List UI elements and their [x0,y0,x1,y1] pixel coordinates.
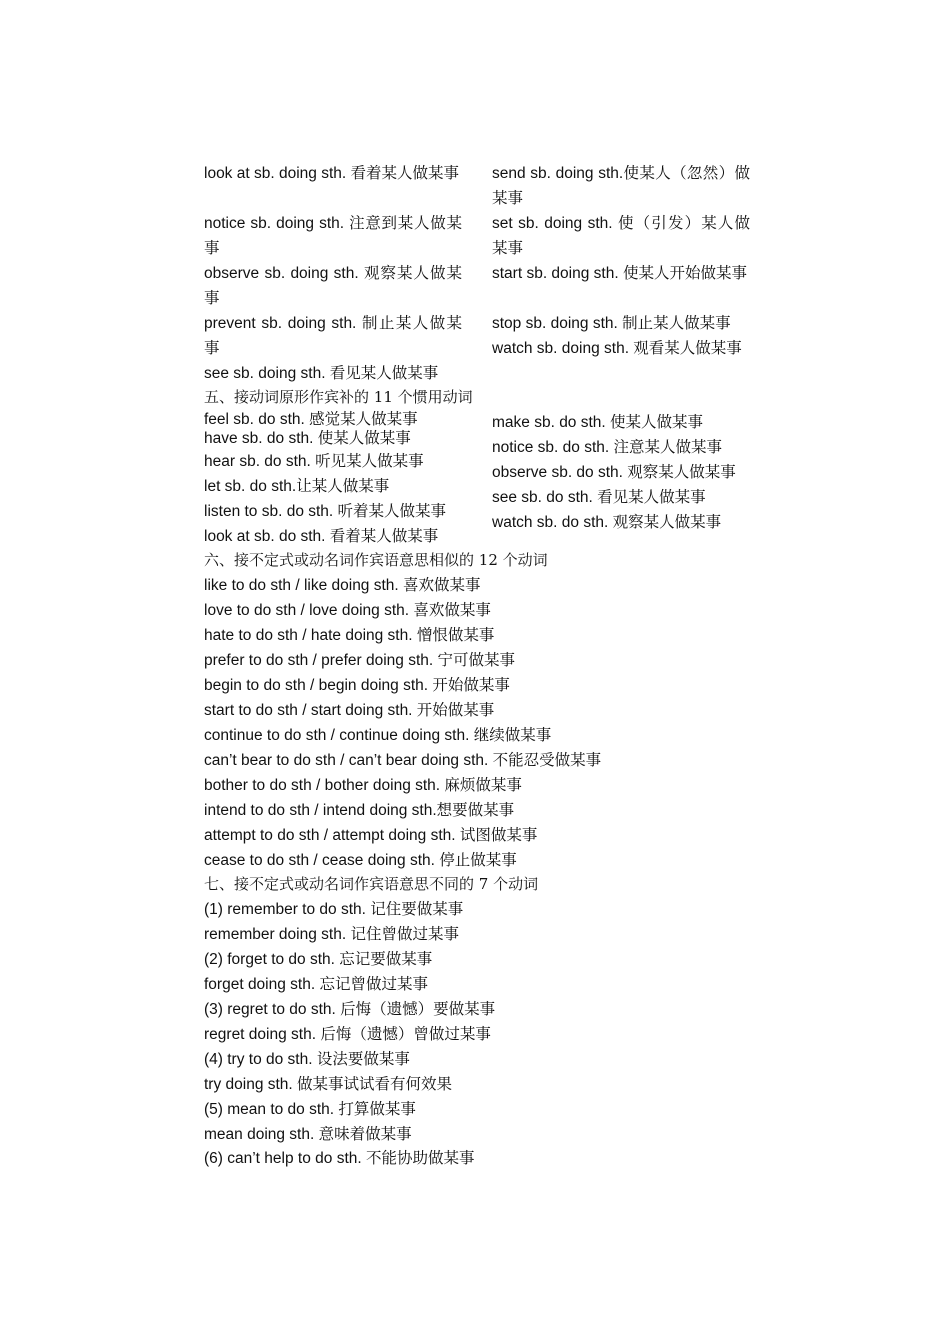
s6-item-3: hate to do sth / hate doing sth. 憎恨做某事 [204,627,495,644]
s4-right-item-5: watch sb. doing sth. 观看某人做某事 [492,340,742,357]
s6-item-11: attempt to do sth / attempt doing sth. 试图做某事 [204,827,538,844]
s4-right-item-1: send sb. doing sth.使某人（忽然）做某事 [492,165,750,207]
s4-left-item-5: see sb. doing sth. 看见某人做某事 [204,365,439,382]
s6-item-4: prefer to do sth / prefer doing sth. 宁可做某事 [204,652,515,669]
s5-left-item-4: let sb. do sth.让某人做某事 [204,478,390,495]
s4-left-item-2: notice sb. doing sth. 注意到某人做某事 [204,215,462,257]
section-heading-5: 五、接动词原形作宾补的 11 个惯用动词 [204,388,473,406]
s5-left-item-1: feel sb. do sth. 感觉某人做某事 [204,411,418,428]
s6-item-1: like to do sth / like doing sth. 喜欢做某事 [204,577,481,594]
s6-item-6: start to do sth / start doing sth. 开始做某事 [204,702,495,719]
s6-item-2: love to do sth / love doing sth. 喜欢做某事 [204,602,491,619]
s5-left-item-3: hear sb. do sth. 听见某人做某事 [204,453,424,470]
s7-item-7: (4) try to do sth. 设法要做某事 [204,1051,410,1068]
s6-item-10: intend to do sth / intend doing sth.想要做某事 [204,802,515,819]
s7-item-9: (5) mean to do sth. 打算做某事 [204,1101,416,1118]
s7-item-5: (3) regret to do sth. 后悔（遗憾）要做某事 [204,1001,496,1018]
s4-right-item-3: start sb. doing sth. 使某人开始做某事 [492,265,747,282]
s6-item-12: cease to do sth / cease doing sth. 停止做某事 [204,852,517,869]
s7-item-11: (6) can’t help to do sth. 不能协助做某事 [204,1150,475,1167]
s6-item-9: bother to do sth / bother doing sth. 麻烦做某事 [204,777,522,794]
s5-left-item-2: have sb. do sth. 使某人做某事 [204,430,411,447]
s6-item-8: can’t bear to do sth / can’t bear doing sth. 不能忍受做某事 [204,752,602,769]
s7-item-6: regret doing sth. 后悔（遗憾）曾做过某事 [204,1026,491,1043]
s7-item-1: (1) remember to do sth. 记住要做某事 [204,901,464,918]
s5-right-item-2: notice sb. do sth. 注意某人做某事 [492,439,722,456]
s5-right-item-3: observe sb. do sth. 观察某人做某事 [492,464,736,481]
s5-right-item-4: see sb. do sth. 看见某人做某事 [492,489,706,506]
s4-left-item-3: observe sb. doing sth. 观察某人做某事 [204,265,462,307]
s4-right-item-2: set sb. doing sth. 使（引发）某人做某事 [492,215,750,257]
s4-left-item-4: prevent sb. doing sth. 制止某人做某事 [204,315,462,357]
s4-left-item-1: look at sb. doing sth. 看着某人做某事 [204,165,459,182]
s7-item-2: remember doing sth. 记住曾做过某事 [204,926,459,943]
s5-left-item-6: look at sb. do sth. 看着某人做某事 [204,528,439,545]
s7-item-3: (2) forget to do sth. 忘记要做某事 [204,951,433,968]
s5-right-item-5: watch sb. do sth. 观察某人做某事 [492,514,722,531]
s7-item-10: mean doing sth. 意味着做某事 [204,1126,412,1143]
s7-item-8: try doing sth. 做某事试试看有何效果 [204,1076,453,1093]
s6-item-7: continue to do sth / continue doing sth. 继续做某事 [204,727,552,744]
section-heading-6: 六、接不定式或动名词作宾语意思相似的 12 个动词 [204,551,548,569]
s6-item-5: begin to do sth / begin doing sth. 开始做某事 [204,677,510,694]
s5-right-item-1: make sb. do sth. 使某人做某事 [492,414,704,431]
s5-left-item-5: listen to sb. do sth. 听着某人做某事 [204,503,447,520]
section-heading-7: 七、接不定式或动名词作宾语意思不同的 7 个动词 [204,875,539,893]
s4-right-item-4: stop sb. doing sth. 制止某人做某事 [492,315,731,332]
s7-item-4: forget doing sth. 忘记曾做过某事 [204,976,428,993]
